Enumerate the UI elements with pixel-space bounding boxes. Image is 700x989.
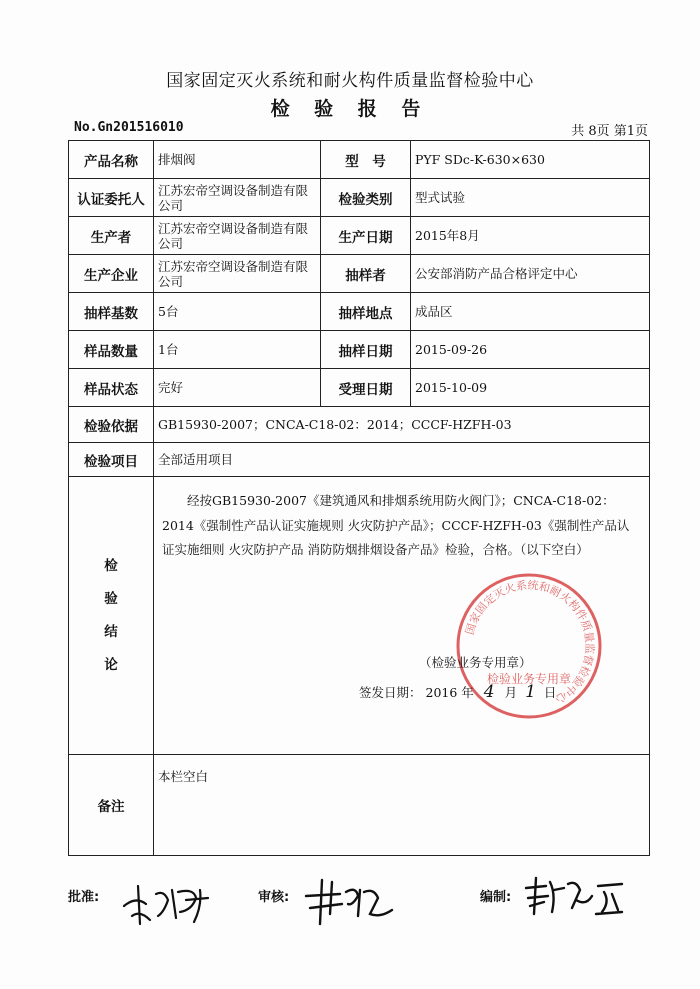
field-value: 2015-09-26 [411,331,650,369]
basis-row [69,407,650,443]
field-value: 江苏宏帝空调设备制造有限公司 [154,217,321,255]
issue-date-label: 签发日期： [359,685,422,700]
report-number: No.Gn201516010 [74,120,184,135]
conclusion-row [69,477,650,755]
preparer-signature [520,872,630,924]
issue-month: 4 [483,682,495,702]
chapter-note: （检验业务专用章） [419,655,532,670]
info-row [69,331,650,369]
info-row [69,141,650,179]
issue-day-unit: 日 [543,685,557,700]
issue-date [359,682,556,702]
items-value: 全部适用项目 [154,443,650,477]
reviewer-signature [300,874,400,930]
field-label: 检验类别 [321,179,411,217]
field-label: 样品状态 [69,369,154,407]
field-value: 型式试验 [411,179,650,217]
issue-day: 1 [525,682,536,702]
remarks-label: 备注 [69,755,154,856]
field-value: 排烟阀 [154,141,321,179]
field-label: 认证委托人 [69,179,154,217]
conclusion-label-char-1: 检 [104,557,118,574]
prepare-label: 编制: [480,890,512,905]
svg-text:检验业务专用章: 检验业务专用章 [486,672,572,686]
issue-year: 2016 [425,685,458,700]
page-count: 共 8页 第1页 [571,124,648,139]
field-label: 生产企业 [69,255,154,293]
info-row [69,255,650,293]
svg-text:国家固定灭火系统和耐火构件质量监督检验中心: 国家固定灭火系统和耐火构件质量监督检验中心 [463,578,597,706]
field-label: 型 号 [321,141,411,179]
conclusion-label-char-3: 结 [104,623,118,640]
approve-label: 批准: [68,890,100,905]
remarks-row [69,755,650,856]
report-title: 检 验 报 告 [270,98,430,120]
remarks-value: 本栏空白 [154,755,650,856]
review-label: 审核: [258,890,290,905]
field-value: PYF SDc-K-630×630 [411,141,650,179]
field-label: 生产日期 [321,217,411,255]
conclusion-label-char-2: 验 [104,590,118,607]
basis-label: 检验依据 [69,407,154,443]
field-value: 2015年8月 [411,217,650,255]
field-value: 成品区 [411,293,650,331]
conclusion-label-char-4: 论 [104,656,118,673]
field-label: 受理日期 [321,369,411,407]
items-row [69,443,650,477]
info-row [69,179,650,217]
items-label: 检验项目 [69,443,154,477]
conclusion-text: 经按GB15930-2007《建筑通风和排烟系统用防火阀门》；CNCA-C18-02：2014《强制性产品认证实施规则 火灾防护产品》；CCCF-HZFH-03《强制性产品认证实施细则 火灾防护产品 消防防烟排烟设备产品》检验，合格。（以下空白） [162,493,630,557]
basis-value: GB15930-2007；CNCA-C18-02：2014；CCCF-HZFH-03 [154,407,650,443]
field-label: 样品数量 [69,331,154,369]
field-value: 公安部消防产品合格评定中心 [411,255,650,293]
issue-year-unit: 年 [461,685,474,700]
field-label: 抽样者 [321,255,411,293]
info-row [69,293,650,331]
field-value: 江苏宏帝空调设备制造有限公司 [154,179,321,217]
field-value: 完好 [154,369,321,407]
approver-signature [116,876,221,928]
field-label: 抽样基数 [69,293,154,331]
field-label: 生产者 [69,217,154,255]
field-label: 产品名称 [69,141,154,179]
field-value: 2015-10-09 [411,369,650,407]
issue-month-unit: 月 [504,685,518,700]
field-label: 抽样地点 [321,293,411,331]
conclusion-label [69,477,154,755]
report-table [68,140,650,856]
info-row [69,217,650,255]
field-value: 5台 [154,293,321,331]
signature-row [68,882,668,942]
field-label: 抽样日期 [321,331,411,369]
organization-name: 国家固定灭火系统和耐火构件质量监督检验中心 [166,71,534,91]
field-value: 1台 [154,331,321,369]
field-value: 江苏宏帝空调设备制造有限公司 [154,255,321,293]
info-row [69,369,650,407]
conclusion-body [154,477,650,755]
